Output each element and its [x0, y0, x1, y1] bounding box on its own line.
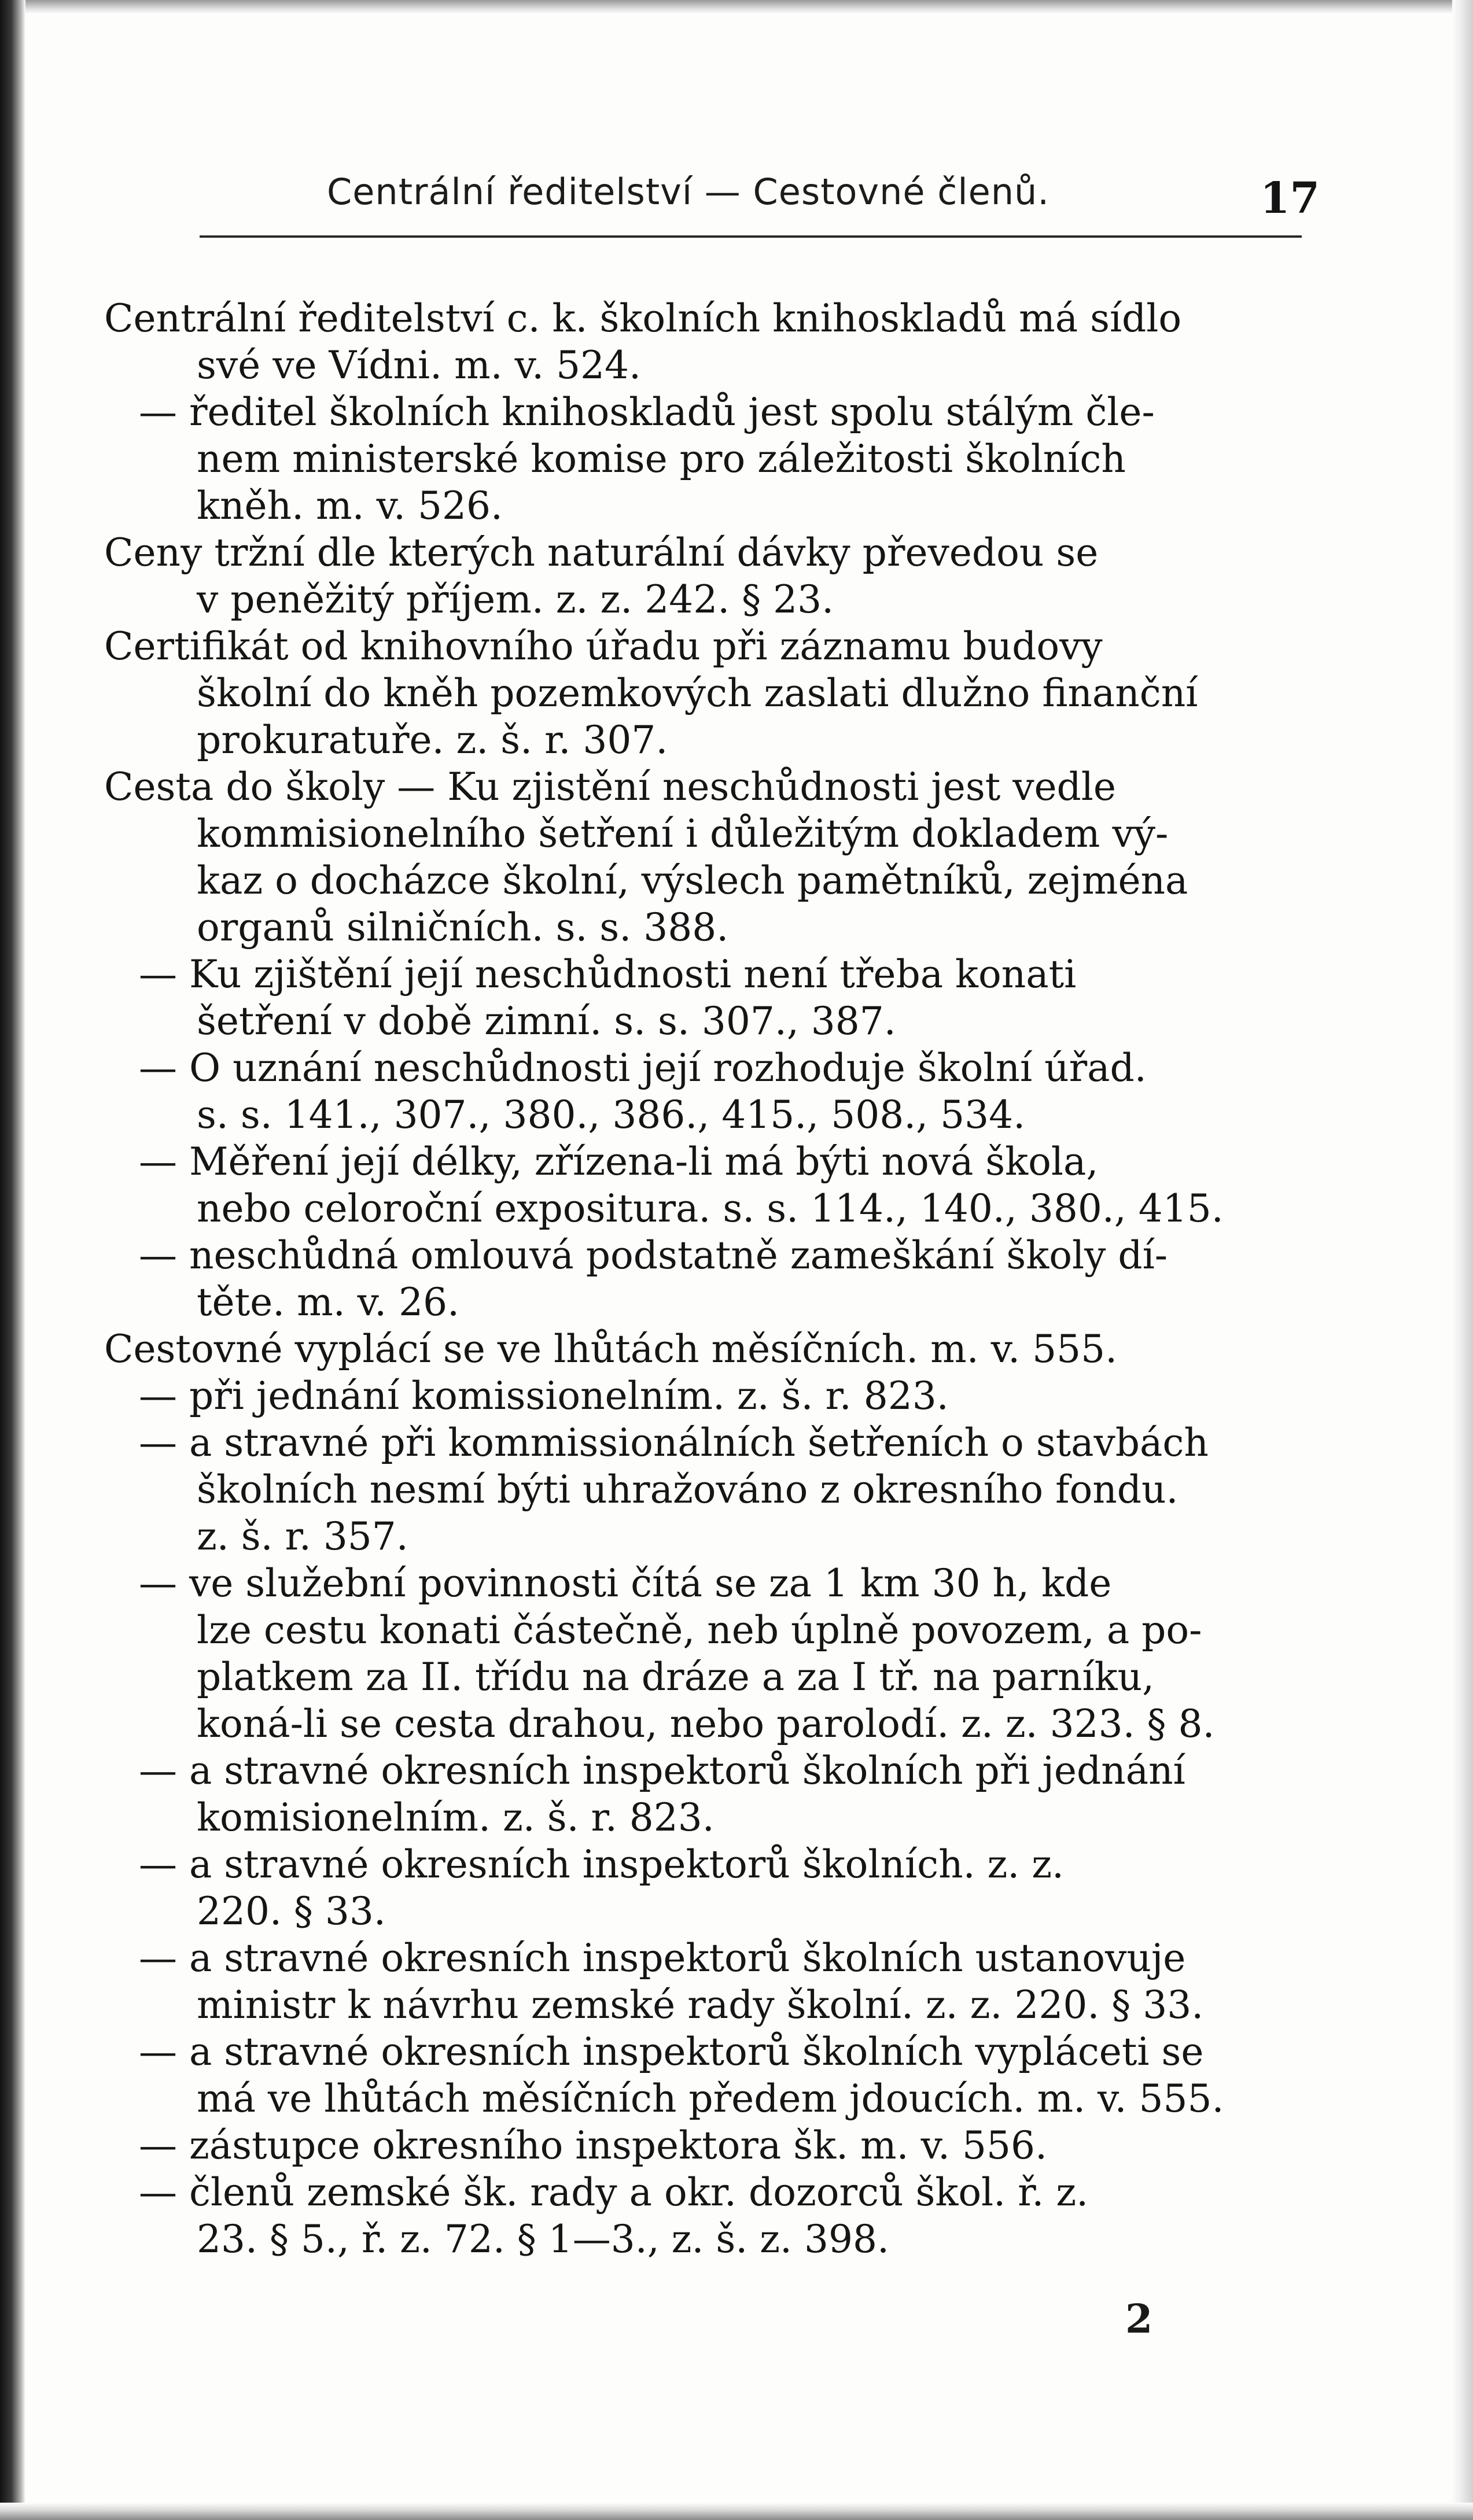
page-number: 17: [1260, 174, 1320, 223]
entry-line: ministr k návrhu zemské rady školní. z. z. 220. § 33.: [197, 1983, 1204, 2027]
scan-top-edge: [0, 0, 1473, 14]
entry-line: kaz o docházce školní, výslech pamětníků, zejména: [197, 858, 1188, 903]
entry-line: komisionelním. z. š. r. 823.: [197, 1795, 715, 1840]
entry-line: kněh. m. v. 526.: [197, 484, 503, 528]
entry-line: — při jednání komissionelním. z. š. r. 823.: [139, 1374, 949, 1418]
entry-line: — Měření její délky, zřízena-li má býti nová škola,: [139, 1139, 1099, 1184]
entry-line: 220. § 33.: [197, 1889, 386, 1934]
entry-line: — O uznání neschůdnosti její rozhoduje školní úřad.: [139, 1046, 1147, 1090]
scan-bottom-edge: [0, 2503, 1473, 2520]
header-rule: [200, 235, 1302, 238]
entry-line: — a stravné okresních inspektorů školních. z. z.: [139, 1842, 1065, 1887]
entry-line: z. š. r. 357.: [197, 1514, 408, 1559]
entry-line: nebo celoroční expositura. s. s. 114., 140., 380., 415.: [197, 1186, 1224, 1231]
entry-line: Ceny tržní dle kterých naturální dávky převedou se: [104, 530, 1099, 575]
entry-line: s. s. 141., 307., 380., 386., 415., 508., 534.: [197, 1093, 1026, 1137]
entry-line: kommisionelního šetření i důležitým dokladem vý-: [197, 811, 1169, 856]
entry-line: — ředitel školních knihoskladů jest spolu stálým čle-: [139, 390, 1155, 434]
entry-line: — ve služební povinnosti čítá se za 1 km 30 h, kde: [139, 1561, 1112, 1606]
entry-line: — a stravné okresních inspektorů školních vypláceti se: [139, 2030, 1204, 2074]
entry-line: — Ku zjištění její neschůdnosti není třeba konati: [139, 952, 1077, 997]
index-entries: [104, 295, 1313, 2263]
entry-line: — a stravné okresních inspektorů školních při jednání: [139, 1748, 1185, 1793]
entry-line: Cestovné vyplácí se ve lhůtách měsíčních. m. v. 555.: [104, 1327, 1118, 1371]
signature-mark: 2: [1125, 2296, 1153, 2342]
entry-line: nem ministerské komise pro záležitosti školních: [197, 437, 1126, 481]
entry-line: organů silničních. s. s. 388.: [197, 905, 729, 950]
entry-line: platkem za II. třídu na dráze a za I tř. na parníku,: [197, 1655, 1155, 1699]
entry-line: — a stravné při kommissionálních šetřeních o stavbách: [139, 1421, 1209, 1465]
running-head: Centrální ředitelství — Cestovné členů.: [327, 171, 1050, 213]
entry-line: své ve Vídni. m. v. 524.: [197, 343, 642, 388]
scan-binding-edge: [0, 0, 25, 2520]
entry-line: — a stravné okresních inspektorů školních ustanovuje: [139, 1936, 1186, 1980]
entry-line: Centrální ředitelství c. k. školních knihoskladů má sídlo: [104, 296, 1182, 341]
entry-line: prokuratuře. z. š. r. 307.: [197, 718, 668, 762]
entry-line: lze cestu konati částečně, neb úplně povozem, a po-: [197, 1608, 1202, 1652]
entry-line: — zástupce okresního inspektora šk. m. v. 556.: [139, 2123, 1047, 2168]
entry-line: v peněžitý příjem. z. z. 242. § 23.: [197, 577, 834, 622]
entry-line: školních nesmí býti uhražováno z okresního fondu.: [197, 1467, 1179, 1512]
entry-line: Certifikát od knihovního úřadu při záznamu budovy: [104, 624, 1103, 669]
entry-line: má ve lhůtách měsíčních předem jdoucích. m. v. 555.: [197, 2076, 1224, 2121]
entry-line: Cesta do školy — Ku zjistění neschůdnosti jest vedle: [104, 765, 1116, 809]
scan-right-edge: [1452, 0, 1473, 2520]
entry-line: — členů zemské šk. rady a okr. dozorců škol. ř. z.: [139, 2170, 1089, 2215]
entry-line: — neschůdná omlouvá podstatně zameškání školy dí-: [139, 1233, 1168, 1278]
entry-line: školní do kněh pozemkových zaslati dlužno finanční: [197, 671, 1198, 715]
entry-line: těte. m. v. 26.: [197, 1280, 460, 1324]
entry-line: koná-li se cesta drahou, nebo parolodí. z. z. 323. § 8.: [197, 1702, 1215, 1746]
entry-line: 23. § 5., ř. z. 72. § 1—3., z. š. z. 398.: [197, 2217, 889, 2261]
entry-line: šetření v době zimní. s. s. 307., 387.: [197, 999, 896, 1043]
